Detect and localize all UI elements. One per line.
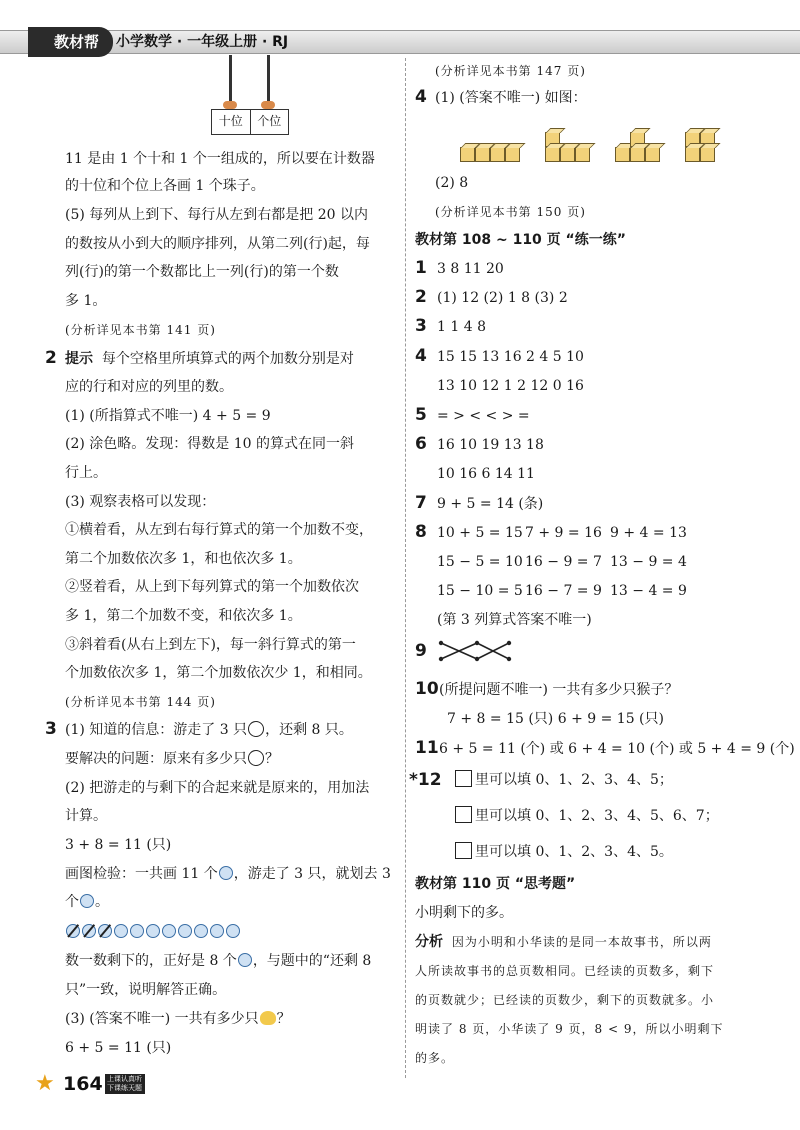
text-line: 个	[65, 894, 79, 910]
text-line: 的数按从小到大的顺序排列，从第二列(行)起，每	[65, 236, 370, 252]
answer-number: 10	[415, 679, 439, 699]
text-line: (2) 涂色略。发现：得数是 10 的算式在同一斜	[65, 436, 354, 452]
text-line: 计算。	[65, 808, 107, 824]
text-line: ，与题中的“还剩 8	[252, 953, 372, 969]
text-line: (2) 8	[435, 175, 469, 191]
text-line: (5) 每列从上到下、每行从左到右都是把 20 以内	[65, 207, 368, 223]
cube	[615, 147, 630, 162]
circle-icon	[162, 924, 176, 938]
answer-line: 9 + 5 = 14 (条)	[437, 496, 544, 512]
equation: 15 − 5 = 10	[437, 554, 523, 570]
circle-icon	[219, 866, 233, 880]
text-line: 画图检验：一共画 11 个	[65, 866, 218, 882]
equation: 13 − 4 = 9	[610, 583, 687, 599]
analysis-text: 明读了 8 页，小华读了 9 页，8 < 9，所以小明剩下	[415, 1022, 724, 1036]
answer-line: 15 15 13 16 2 4 5 10	[437, 349, 584, 365]
ones-label: 个位	[257, 114, 282, 128]
text-line: ，还剩 8 只。	[265, 722, 353, 738]
cube-figures	[460, 125, 760, 175]
text-line: ②竖着看，从上到下每列算式的第一个加数依次	[65, 579, 359, 595]
text-line: 的十位和个位上各画 1 个珠子。	[65, 178, 265, 194]
text-line: 6 + 5 = 11 (只)	[65, 1040, 172, 1056]
answer-line: 小明剩下的多。	[415, 905, 513, 921]
series-title: 小学数学 · 一年级上册 · RJ	[116, 34, 289, 50]
answer-number: 11	[415, 738, 439, 758]
circle-icon	[146, 924, 160, 938]
text-line: 。	[95, 894, 109, 910]
reference-note: (分析详见本书第 141 页)	[65, 323, 216, 337]
page-footer	[35, 1070, 145, 1100]
analysis-text: 的多。	[415, 1051, 455, 1065]
crossed-circle-icon	[98, 924, 112, 938]
answer-line: (所提问题不唯一) 一共有多少只猴子？	[439, 682, 679, 698]
text-line: 多 1，第二个加数不变，和依次多 1。	[65, 608, 302, 624]
text-line: (1) (所指算式不唯一) 4 + 5 = 9	[65, 408, 271, 424]
cube	[475, 147, 490, 162]
page-header	[0, 16, 800, 66]
counting-frame-figure	[211, 55, 289, 137]
text-line: (1) (答案不唯一) 如图：	[435, 90, 587, 106]
tens-label: 十位	[212, 110, 251, 134]
answer-note: (第 3 列算式答案不唯一)	[437, 612, 592, 628]
cube	[545, 147, 560, 162]
equation: 9 + 4 = 13	[610, 525, 687, 541]
blank-box	[455, 806, 472, 823]
text-line: (3) 观察表格可以发现：	[65, 494, 216, 510]
cube	[575, 147, 590, 162]
matching-lines-diagram	[437, 639, 517, 663]
duck-icon	[260, 1011, 276, 1025]
text-line: 应的行和对应的列里的数。	[65, 379, 233, 395]
text-line: ③斜着看(从右上到左下)，每一斜行算式的第一	[65, 637, 356, 653]
analysis-text: 因为小明和小华读的是同一本故事书，所以两	[451, 935, 712, 949]
cube	[685, 147, 700, 162]
text-line: 个加数依次多 1，第二个加数依次少 1，和相同。	[65, 665, 372, 681]
answer-number: *12	[409, 770, 442, 790]
reference-note: (分析详见本书第 147 页)	[435, 64, 586, 78]
text-line: 行上。	[65, 465, 107, 481]
reference-note: (分析详见本书第 144 页)	[65, 695, 216, 709]
cube	[700, 147, 715, 162]
answer-number: 7	[415, 493, 427, 513]
hint-label: 提示	[65, 351, 93, 367]
footer-slogan: 上课认真听 下课练天题	[105, 1074, 145, 1094]
answer-line: (1) 12 (2) 1 8 (3) 2	[437, 290, 568, 306]
answer-line: 6 + 5 = 11 (个) 或 6 + 4 = 10 (个) 或 5 + 4 = 9 (个)	[439, 741, 795, 757]
answer-number: 8	[415, 522, 427, 542]
ones-rod	[267, 55, 270, 107]
text-line: (3) (答案不唯一) 一共有多少只	[65, 1011, 259, 1027]
circle-diagram	[65, 921, 241, 944]
text-line: (2) 把游走的与剩下的合起来就是原来的，用加法	[65, 780, 370, 796]
circle-icon	[210, 924, 224, 938]
equation: 10 + 5 = 15	[437, 525, 523, 541]
text-line: 列(行)的第一个数都比上一列(行)的第一个数	[65, 264, 339, 280]
reference-note: (分析详见本书第 150 页)	[435, 205, 586, 219]
answer-line: 16 10 19 13 18	[437, 437, 544, 453]
answer-line: 1 1 4 8	[437, 319, 486, 335]
question-number: 4	[415, 87, 427, 107]
answer-line: 里可以填 0、1、2、3、4、5。	[475, 844, 673, 860]
answer-line: 里可以填 0、1、2、3、4、5、6、7；	[475, 808, 719, 824]
section-heading: 教材第 110 页 “思考题”	[415, 876, 576, 892]
circle-icon	[226, 924, 240, 938]
answer-line: 3 8 11 20	[437, 261, 504, 277]
star-icon: ★	[35, 1071, 55, 1096]
answer-line: = > < < > =	[437, 408, 530, 424]
cube	[505, 147, 520, 162]
swim-icon	[248, 721, 264, 737]
text-line: 要解决的问题：原来有多少只	[65, 751, 247, 767]
tens-rod	[229, 55, 232, 107]
text-line: ？	[276, 1011, 291, 1027]
question-number: 2	[45, 348, 57, 368]
answer-line: 13 10 12 1 2 12 0 16	[437, 378, 584, 394]
counting-frame-base	[211, 109, 289, 135]
circle-icon	[238, 953, 252, 967]
ones-bead	[261, 101, 275, 109]
crossed-circle-icon	[82, 924, 96, 938]
text-line: ，游走了 3 只，就划去 3	[233, 866, 391, 882]
analysis-text: 的页数就少；已经读的页数少，剩下的页数就多。小	[415, 993, 715, 1007]
circle-icon	[80, 894, 94, 908]
brand-tag: 教材帮	[28, 27, 113, 57]
text-line: 11 是由 1 个十和 1 个一组成的，所以要在计数器	[65, 151, 375, 167]
text-line: 3 + 8 = 11 (只)	[65, 837, 172, 853]
question-number: 3	[45, 719, 57, 739]
page-number: 164	[63, 1073, 103, 1095]
answer-number: 5	[415, 405, 427, 425]
answer-number: 3	[415, 316, 427, 336]
cube	[645, 147, 660, 162]
answer-number: 2	[415, 287, 427, 307]
equation: 13 − 9 = 4	[610, 554, 687, 570]
text-line: ①横着看，从左到右每行算式的第一个加数不变，	[65, 522, 373, 538]
blank-box	[455, 842, 472, 859]
blank-box	[455, 770, 472, 787]
circle-icon	[114, 924, 128, 938]
equation: 15 − 10 = 5	[437, 583, 523, 599]
text-line: 只”一致，说明解答正确。	[65, 982, 227, 998]
tens-bead	[223, 101, 237, 109]
circle-icon	[194, 924, 208, 938]
answer-number: 9	[415, 641, 427, 661]
text-line: 每个空格里所填算式的两个加数分别是对	[101, 351, 354, 367]
cube	[560, 147, 575, 162]
text-line: 第二个加数依次多 1，和也依次多 1。	[65, 551, 302, 567]
cube	[460, 147, 475, 162]
cube	[490, 147, 505, 162]
swim-icon	[248, 750, 264, 766]
answer-number: 4	[415, 346, 427, 366]
text-line: 数一数剩下的，正好是 8 个	[65, 953, 237, 969]
answer-line: 里可以填 0、1、2、3、4、5；	[475, 772, 673, 788]
section-heading: 教材第 108 ~ 110 页 “练一练”	[415, 232, 626, 248]
answer-line: 7 + 8 = 15 (只) 6 + 9 = 15 (只)	[447, 711, 664, 727]
crossed-circle-icon	[66, 924, 80, 938]
cube	[630, 147, 645, 162]
answer-line: 10 16 6 14 11	[437, 466, 535, 482]
circle-icon	[130, 924, 144, 938]
equation: 7 + 9 = 16	[525, 525, 602, 541]
answer-number: 1	[415, 258, 427, 278]
answer-number: 6	[415, 434, 427, 454]
equation: 16 − 9 = 7	[525, 554, 602, 570]
text-line: ？	[265, 751, 279, 767]
column-divider	[405, 58, 406, 1078]
equation: 16 − 7 = 9	[525, 583, 602, 599]
text-line: (1) 知道的信息：游走了 3 只	[65, 722, 248, 738]
analysis-label: 分析	[415, 934, 443, 950]
circle-icon	[178, 924, 192, 938]
analysis-text: 人所读故事书的总页数相同。已经读的页数多，剩下	[415, 964, 715, 978]
text-line: 多 1。	[65, 293, 107, 309]
